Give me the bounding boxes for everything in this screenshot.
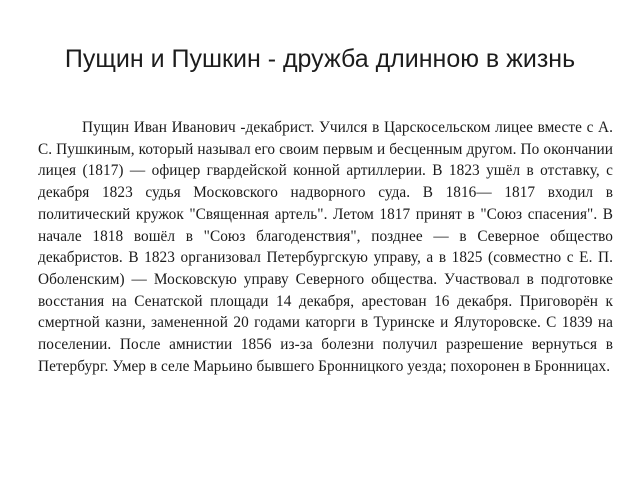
slide-body-text: Пущин Иван Иванович -декабрист. Учился в Царскосельском лицее вместе с А. С. Пушкиным, который называл его своим первым и бесценным другом. По окончании лицея (1817) — офицер гвардейской конной артиллерии. В 1823 ушёл в отставку, с декабря 1823 судья Московского надворного суда. В 1816— 1817 входил в политический кружок "Священная артель". Летом 1817 принят в "Союз спасения". В начале 1818 вошёл в "Союз благоденствия", позднее — в Северное общество декабристов. В 1823 организовал Петербургскую управу, а в 1825 (совместно с Е. П. Оболенским) — Московскую управу Северного общества. Участвовал в подготовке восстания на Сенатской площади 14 декабря, арестован 16 декабря. Приговорён к смертной казни, замененной 20 годами каторги в Туринске и Ялуторовске. С 1839 на поселении. После амнистии 1856 из-за болезни получил разрешение вернуться в Петербург. Умер в селе Марьино бывшего Бронницкого уезда; похоронен в Бронницах. — [38, 119, 613, 375]
slide-title: Пущин и Пушкин - дружба длинною в жизнь — [64, 45, 576, 73]
